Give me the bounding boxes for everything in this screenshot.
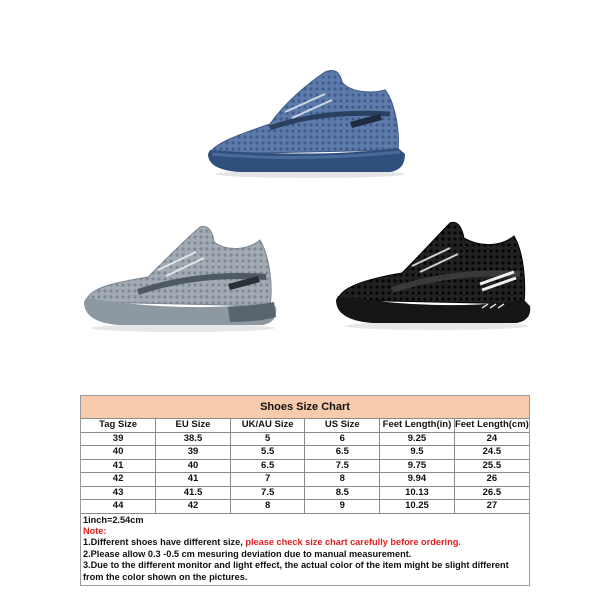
table-cell: 40 [156, 459, 231, 473]
table-cell: 8.5 [305, 486, 380, 500]
table-cell: 27 [454, 500, 529, 514]
size-notes [81, 514, 529, 585]
table-row [81, 500, 529, 514]
table-cell: 26.5 [454, 486, 529, 500]
note-label: Note: [83, 525, 107, 536]
table-row [81, 473, 529, 487]
table-cell: 6 [305, 432, 380, 446]
table-cell: 39 [156, 446, 231, 460]
column-header: Tag Size [81, 419, 156, 433]
column-header: Feet Length(cm) [454, 419, 529, 431]
gray-mesh-sneaker-icon [78, 222, 283, 337]
table-cell: 42 [81, 473, 156, 487]
table-cell: 8 [230, 500, 305, 514]
size-chart-table [81, 396, 529, 514]
table-cell: 8 [305, 473, 380, 487]
note-line-1-highlight: please check size chart carefully before ordering. [245, 537, 461, 548]
table-cell: 6.5 [305, 446, 380, 460]
table-cell: 7.5 [230, 486, 305, 500]
table-cell: 10.13 [380, 486, 455, 500]
table-cell: 26 [454, 473, 529, 487]
column-header: EU Size [156, 419, 231, 433]
table-cell: 9.5 [380, 446, 455, 460]
column-header: US Size [305, 419, 380, 433]
table-cell: 5 [230, 432, 305, 446]
size-chart [80, 395, 530, 586]
table-cell: 9.94 [380, 473, 455, 487]
table-row [81, 486, 529, 500]
table-row [81, 432, 529, 446]
table-cell: 9.75 [380, 459, 455, 473]
table-cell: 38.5 [156, 432, 231, 446]
table-cell: 6.5 [230, 459, 305, 473]
table-cell: 25.5 [454, 459, 529, 473]
table-cell: 40 [81, 446, 156, 460]
table-cell: 5.5 [230, 446, 305, 460]
note-line-1 [83, 537, 527, 548]
table-cell: 10.25 [380, 500, 455, 514]
table-cell: 44 [81, 500, 156, 514]
table-cell: 42 [156, 500, 231, 514]
table-cell: 43 [81, 486, 156, 500]
table-cell: 24 [454, 432, 529, 446]
table-row [81, 459, 529, 473]
table-cell: 41.5 [156, 486, 231, 500]
table-cell: 41 [81, 459, 156, 473]
note-line-3: 3.Due to the different monitor and light effect, the actual color of the item might be slight different from the color shown on the pictures. [83, 560, 509, 582]
size-chart-title: Shoes Size Chart [81, 396, 529, 419]
table-cell: 9 [305, 500, 380, 514]
table-cell: 41 [156, 473, 231, 487]
column-header: UK/AU Size [230, 419, 305, 433]
conversion-note: 1inch=2.54cm [83, 514, 144, 525]
column-header: Feet Length(in) [380, 419, 455, 433]
table-cell: 7.5 [305, 459, 380, 473]
table-cell: 39 [81, 432, 156, 446]
table-row [81, 446, 529, 460]
black-mesh-sneaker-icon [332, 218, 537, 333]
table-cell: 9.25 [380, 432, 455, 446]
note-line-1-text: 1.Different shoes have different size, [83, 537, 246, 548]
blue-mesh-sneaker-icon [200, 62, 415, 182]
note-line-2: 2.Please allow 0.3 -0.5 cm mesuring deviation due to manual measurement. [83, 548, 412, 559]
size-chart-header-row [81, 419, 529, 433]
table-cell: 24.5 [454, 446, 529, 460]
table-cell: 7 [230, 473, 305, 487]
